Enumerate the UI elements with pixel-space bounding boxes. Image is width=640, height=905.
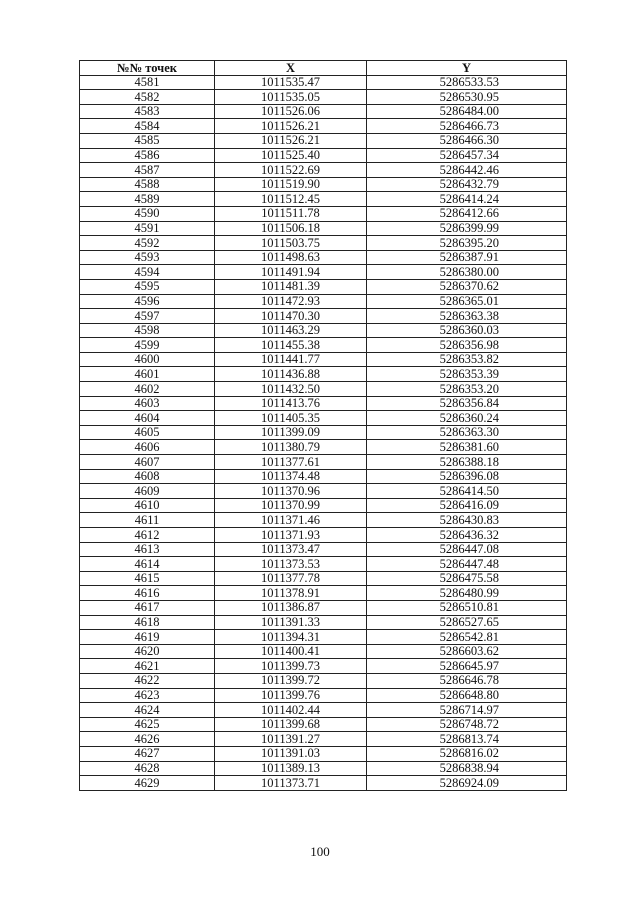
table-row (80, 746, 567, 761)
cell-x: 1011512.45 (215, 192, 367, 207)
cell-y: 5286370.62 (367, 279, 567, 294)
cell-x: 1011373.53 (215, 557, 367, 572)
table-row (80, 119, 567, 134)
cell-y: 5286356.84 (367, 396, 567, 411)
cell-y: 5286530.95 (367, 90, 567, 105)
cell-y: 5286380.00 (367, 265, 567, 280)
cell-x: 1011370.96 (215, 484, 367, 499)
cell-point-number: 4582 (80, 90, 215, 105)
cell-y: 5286813.74 (367, 732, 567, 747)
cell-point-number: 4613 (80, 542, 215, 557)
cell-x: 1011371.46 (215, 513, 367, 528)
cell-point-number: 4629 (80, 776, 215, 791)
cell-point-number: 4617 (80, 600, 215, 615)
cell-point-number: 4609 (80, 484, 215, 499)
cell-point-number: 4628 (80, 761, 215, 776)
table-row (80, 513, 567, 528)
table-row (80, 732, 567, 747)
cell-point-number: 4595 (80, 279, 215, 294)
cell-point-number: 4625 (80, 717, 215, 732)
cell-y: 5286365.01 (367, 294, 567, 309)
table-row (80, 279, 567, 294)
cell-y: 5286432.79 (367, 177, 567, 192)
cell-y: 5286363.30 (367, 425, 567, 440)
cell-y: 5286542.81 (367, 630, 567, 645)
table-row (80, 411, 567, 426)
cell-x: 1011386.87 (215, 600, 367, 615)
cell-x: 1011370.99 (215, 498, 367, 513)
cell-x: 1011436.88 (215, 367, 367, 382)
table-row (80, 396, 567, 411)
cell-x: 1011405.35 (215, 411, 367, 426)
cell-point-number: 4627 (80, 746, 215, 761)
cell-y: 5286363.38 (367, 309, 567, 324)
table-row (80, 133, 567, 148)
cell-y: 5286484.00 (367, 104, 567, 119)
cell-point-number: 4611 (80, 513, 215, 528)
cell-point-number: 4594 (80, 265, 215, 280)
cell-x: 1011535.05 (215, 90, 367, 105)
cell-y: 5286447.08 (367, 542, 567, 557)
table-row (80, 221, 567, 236)
table-row (80, 630, 567, 645)
table-row (80, 236, 567, 251)
cell-y: 5286387.91 (367, 250, 567, 265)
table-row (80, 294, 567, 309)
cell-y: 5286436.32 (367, 528, 567, 543)
cell-x: 1011399.76 (215, 688, 367, 703)
cell-x: 1011391.27 (215, 732, 367, 747)
cell-y: 5286353.82 (367, 352, 567, 367)
table-row (80, 717, 567, 732)
cell-point-number: 4585 (80, 133, 215, 148)
cell-x: 1011455.38 (215, 338, 367, 353)
cell-y: 5286714.97 (367, 703, 567, 718)
cell-x: 1011526.21 (215, 119, 367, 134)
table-row (80, 206, 567, 221)
cell-y: 5286388.18 (367, 455, 567, 470)
cell-x: 1011391.03 (215, 746, 367, 761)
cell-y: 5286480.99 (367, 586, 567, 601)
cell-x: 1011526.06 (215, 104, 367, 119)
cell-y: 5286646.78 (367, 673, 567, 688)
cell-y: 5286447.48 (367, 557, 567, 572)
cell-x: 1011472.93 (215, 294, 367, 309)
table-row (80, 615, 567, 630)
cell-y: 5286412.66 (367, 206, 567, 221)
cell-y: 5286356.98 (367, 338, 567, 353)
table-row (80, 440, 567, 455)
cell-point-number: 4610 (80, 498, 215, 513)
cell-x: 1011491.94 (215, 265, 367, 280)
cell-x: 1011470.30 (215, 309, 367, 324)
table-body (80, 75, 567, 790)
table-row (80, 192, 567, 207)
cell-point-number: 4583 (80, 104, 215, 119)
cell-y: 5286416.09 (367, 498, 567, 513)
cell-y: 5286838.94 (367, 761, 567, 776)
table-row (80, 338, 567, 353)
cell-point-number: 4604 (80, 411, 215, 426)
cell-x: 1011399.09 (215, 425, 367, 440)
cell-point-number: 4624 (80, 703, 215, 718)
table-row (80, 673, 567, 688)
column-header-point-number: №№ точек (80, 61, 215, 76)
cell-x: 1011481.39 (215, 279, 367, 294)
cell-point-number: 4587 (80, 163, 215, 178)
cell-point-number: 4601 (80, 367, 215, 382)
cell-x: 1011399.68 (215, 717, 367, 732)
cell-x: 1011371.93 (215, 528, 367, 543)
column-header-x: X (215, 61, 367, 76)
cell-y: 5286414.50 (367, 484, 567, 499)
table-row (80, 148, 567, 163)
cell-y: 5286442.46 (367, 163, 567, 178)
table-row (80, 309, 567, 324)
table-row (80, 469, 567, 484)
table-row (80, 557, 567, 572)
cell-x: 1011377.61 (215, 455, 367, 470)
table-header-row (80, 61, 567, 76)
cell-point-number: 4596 (80, 294, 215, 309)
cell-y: 5286414.24 (367, 192, 567, 207)
cell-y: 5286924.09 (367, 776, 567, 791)
table-row (80, 776, 567, 791)
cell-x: 1011511.78 (215, 206, 367, 221)
table-row (80, 600, 567, 615)
cell-point-number: 4598 (80, 323, 215, 338)
cell-point-number: 4603 (80, 396, 215, 411)
table-row (80, 352, 567, 367)
cell-x: 1011503.75 (215, 236, 367, 251)
table-row (80, 455, 567, 470)
table-row (80, 542, 567, 557)
cell-point-number: 4605 (80, 425, 215, 440)
cell-point-number: 4615 (80, 571, 215, 586)
table-row (80, 250, 567, 265)
cell-point-number: 4599 (80, 338, 215, 353)
cell-y: 5286360.24 (367, 411, 567, 426)
table-row (80, 90, 567, 105)
cell-x: 1011441.77 (215, 352, 367, 367)
coordinates-table (79, 60, 567, 791)
table-row (80, 177, 567, 192)
cell-y: 5286816.02 (367, 746, 567, 761)
cell-x: 1011535.47 (215, 75, 367, 90)
cell-x: 1011399.73 (215, 659, 367, 674)
cell-point-number: 4581 (80, 75, 215, 90)
table-row (80, 104, 567, 119)
cell-point-number: 4620 (80, 644, 215, 659)
table-row (80, 761, 567, 776)
cell-y: 5286748.72 (367, 717, 567, 732)
cell-point-number: 4614 (80, 557, 215, 572)
cell-x: 1011373.71 (215, 776, 367, 791)
cell-x: 1011377.78 (215, 571, 367, 586)
cell-point-number: 4591 (80, 221, 215, 236)
cell-y: 5286527.65 (367, 615, 567, 630)
table-row (80, 498, 567, 513)
cell-x: 1011400.41 (215, 644, 367, 659)
cell-y: 5286603.62 (367, 644, 567, 659)
cell-x: 1011522.69 (215, 163, 367, 178)
cell-y: 5286430.83 (367, 513, 567, 528)
cell-point-number: 4590 (80, 206, 215, 221)
table-row (80, 265, 567, 280)
cell-x: 1011432.50 (215, 382, 367, 397)
cell-x: 1011389.13 (215, 761, 367, 776)
cell-point-number: 4600 (80, 352, 215, 367)
cell-y: 5286360.03 (367, 323, 567, 338)
cell-point-number: 4586 (80, 148, 215, 163)
cell-x: 1011413.76 (215, 396, 367, 411)
cell-point-number: 4621 (80, 659, 215, 674)
cell-point-number: 4618 (80, 615, 215, 630)
column-header-y: Y (367, 61, 567, 76)
cell-y: 5286399.99 (367, 221, 567, 236)
cell-y: 5286645.97 (367, 659, 567, 674)
cell-point-number: 4619 (80, 630, 215, 645)
table-row (80, 382, 567, 397)
table-row (80, 75, 567, 90)
table-row (80, 163, 567, 178)
table-row (80, 688, 567, 703)
cell-x: 1011380.79 (215, 440, 367, 455)
cell-x: 1011402.44 (215, 703, 367, 718)
cell-x: 1011526.21 (215, 133, 367, 148)
cell-point-number: 4612 (80, 528, 215, 543)
cell-y: 5286395.20 (367, 236, 567, 251)
cell-x: 1011394.31 (215, 630, 367, 645)
table-row (80, 367, 567, 382)
cell-point-number: 4593 (80, 250, 215, 265)
cell-point-number: 4616 (80, 586, 215, 601)
table-row (80, 484, 567, 499)
cell-point-number: 4626 (80, 732, 215, 747)
cell-x: 1011519.90 (215, 177, 367, 192)
cell-point-number: 4607 (80, 455, 215, 470)
cell-point-number: 4623 (80, 688, 215, 703)
page-number: 100 (310, 844, 330, 859)
cell-point-number: 4602 (80, 382, 215, 397)
cell-x: 1011525.40 (215, 148, 367, 163)
cell-point-number: 4606 (80, 440, 215, 455)
cell-y: 5286457.34 (367, 148, 567, 163)
cell-x: 1011378.91 (215, 586, 367, 601)
cell-y: 5286533.53 (367, 75, 567, 90)
cell-y: 5286381.60 (367, 440, 567, 455)
cell-y: 5286353.20 (367, 382, 567, 397)
cell-y: 5286396.08 (367, 469, 567, 484)
cell-x: 1011498.63 (215, 250, 367, 265)
cell-point-number: 4584 (80, 119, 215, 134)
cell-y: 5286510.81 (367, 600, 567, 615)
cell-x: 1011391.33 (215, 615, 367, 630)
table-row (80, 425, 567, 440)
cell-x: 1011373.47 (215, 542, 367, 557)
cell-point-number: 4588 (80, 177, 215, 192)
cell-x: 1011463.29 (215, 323, 367, 338)
cell-y: 5286353.39 (367, 367, 567, 382)
cell-x: 1011374.48 (215, 469, 367, 484)
cell-y: 5286648.80 (367, 688, 567, 703)
cell-point-number: 4592 (80, 236, 215, 251)
cell-y: 5286466.30 (367, 133, 567, 148)
table-row (80, 644, 567, 659)
cell-y: 5286475.58 (367, 571, 567, 586)
cell-x: 1011506.18 (215, 221, 367, 236)
cell-point-number: 4622 (80, 673, 215, 688)
table-row (80, 571, 567, 586)
cell-point-number: 4597 (80, 309, 215, 324)
table-row (80, 703, 567, 718)
cell-y: 5286466.73 (367, 119, 567, 134)
table-row (80, 323, 567, 338)
cell-point-number: 4589 (80, 192, 215, 207)
table-row (80, 528, 567, 543)
table-row (80, 586, 567, 601)
cell-point-number: 4608 (80, 469, 215, 484)
table-row (80, 659, 567, 674)
cell-x: 1011399.72 (215, 673, 367, 688)
